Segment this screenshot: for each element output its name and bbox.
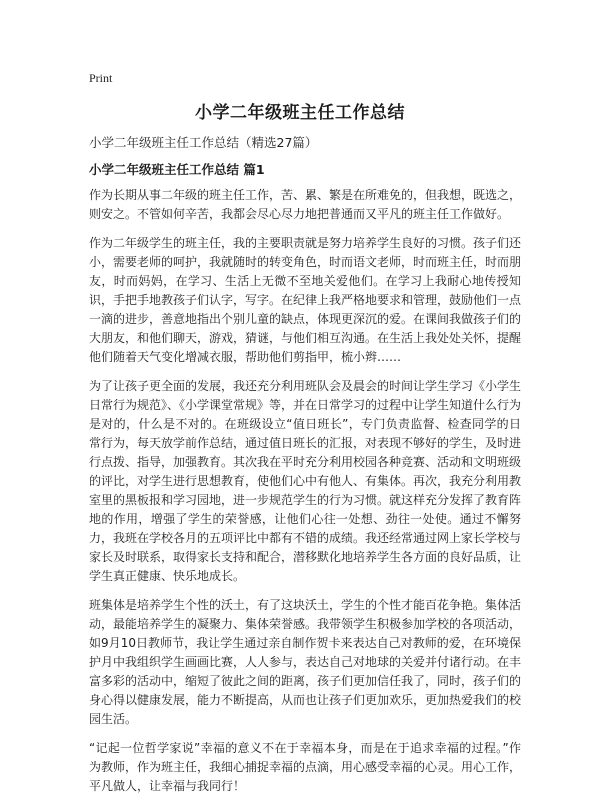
print-label[interactable]: Print bbox=[89, 71, 113, 85]
paragraph-4: 班集体是培养学生个性的沃土，有了这块沃土，学生的个性才能百花争艳。集体活动，最能培养学生的凝聚力、集体荣誉感。我带领学生积极参加学校的各项活动，如9月10日教师节，我让学生通过亲自制作贺卡来表达自己对教师的爱，在环境保护月中我组织学生画画比赛，人人参与，表达自己对地球的关爱并付诸行动。在丰富多彩的活动中，缩短了彼此之间的距离，孩子们更加信任我了，同时，孩子们的身心得以健康发展，能力不断提高，从而也让孩子们更加欢乐，更加热爱我们的校园生活。 bbox=[89, 598, 522, 726]
section-heading: 小学二年级班主任工作总结 篇1 bbox=[89, 162, 265, 177]
document-title: 小学二年级班主任工作总结 bbox=[195, 103, 405, 123]
paragraph-1: 作为长期从事二年级的班主任工作，苦、累、繁是在所难免的，但我想，既选之，则安之。不管如何辛苦，我都会尽心尽力地把普通而又平凡的班主任工作做好。 bbox=[89, 188, 522, 221]
paragraph-5: “记起一位哲学家说”幸福的意义不在于幸福本身，而是在于追求幸福的过程。”作为教师，作为班主任，我细心捕捉幸福的点滴，用心感受幸福的心灵。用心工作，平凡做人，让幸福与我同行！ bbox=[89, 741, 522, 793]
paragraph-2: 作为二年级学生的班主任，我的主要职责就是努力培养学生良好的习惯。孩子们还小，需要老师的呵护，我就随时的转变角色，时而语文老师，时而班主任，时而朋友，时而妈妈，在学习、生活上无微不至地关爱他们。在学习上我耐心地传授知识，手把手地教孩子们认字，写字。在纪律上我严格地要求和管理，鼓励他们一点一滴的进步，善意地指出个别儿童的缺点，体现更深沉的爱。在课间我做孩子们的大朋友，和他们聊天，游戏，猜谜，与他们相互沟通。在生活上我处处关怀，提醒他们随着天气变化增减衣服，帮助他们剪指甲，梳小辫…… bbox=[89, 236, 522, 364]
body-text bbox=[89, 186, 521, 806]
document-subtitle: 小学二年级班主任工作总结（精选27篇） bbox=[89, 135, 318, 150]
paragraph-3: 为了让孩子更全面的发展，我还充分利用班队会及晨会的时间让学生学习《小学生日常行为规范》、《小学课堂常规》等，并在日常学习的过程中让学生知道什么行为是对的，什么是不对的。在班级设立“值日班长”，专门负责监督、检查同学的日常行为，每天放学前作总结，通过值日班长的汇报，对表现不够好的学生，及时进行点拨、指导，加强教育。其次我在平时充分利用校园各种竞赛、活动和文明班级的评比，对学生进行思想教育，使他们心中有他人、有集体。再次，我充分利用教室里的黑板报和学习园地，进一步规范学生的行为习惯。就这样充分发挥了教育阵地的作用，增强了学生的荣誉感，让他们心往一处想、劲往一处使。通过不懈努力，我班在学校各月的五项评比中都有不错的成绩。我还经常通过网上家长学校与家长及时联系，取得家长支持和配合，潜移默化地培养学生各方面的良好品质，让学生真正健康、快乐地成长。 bbox=[89, 379, 522, 583]
